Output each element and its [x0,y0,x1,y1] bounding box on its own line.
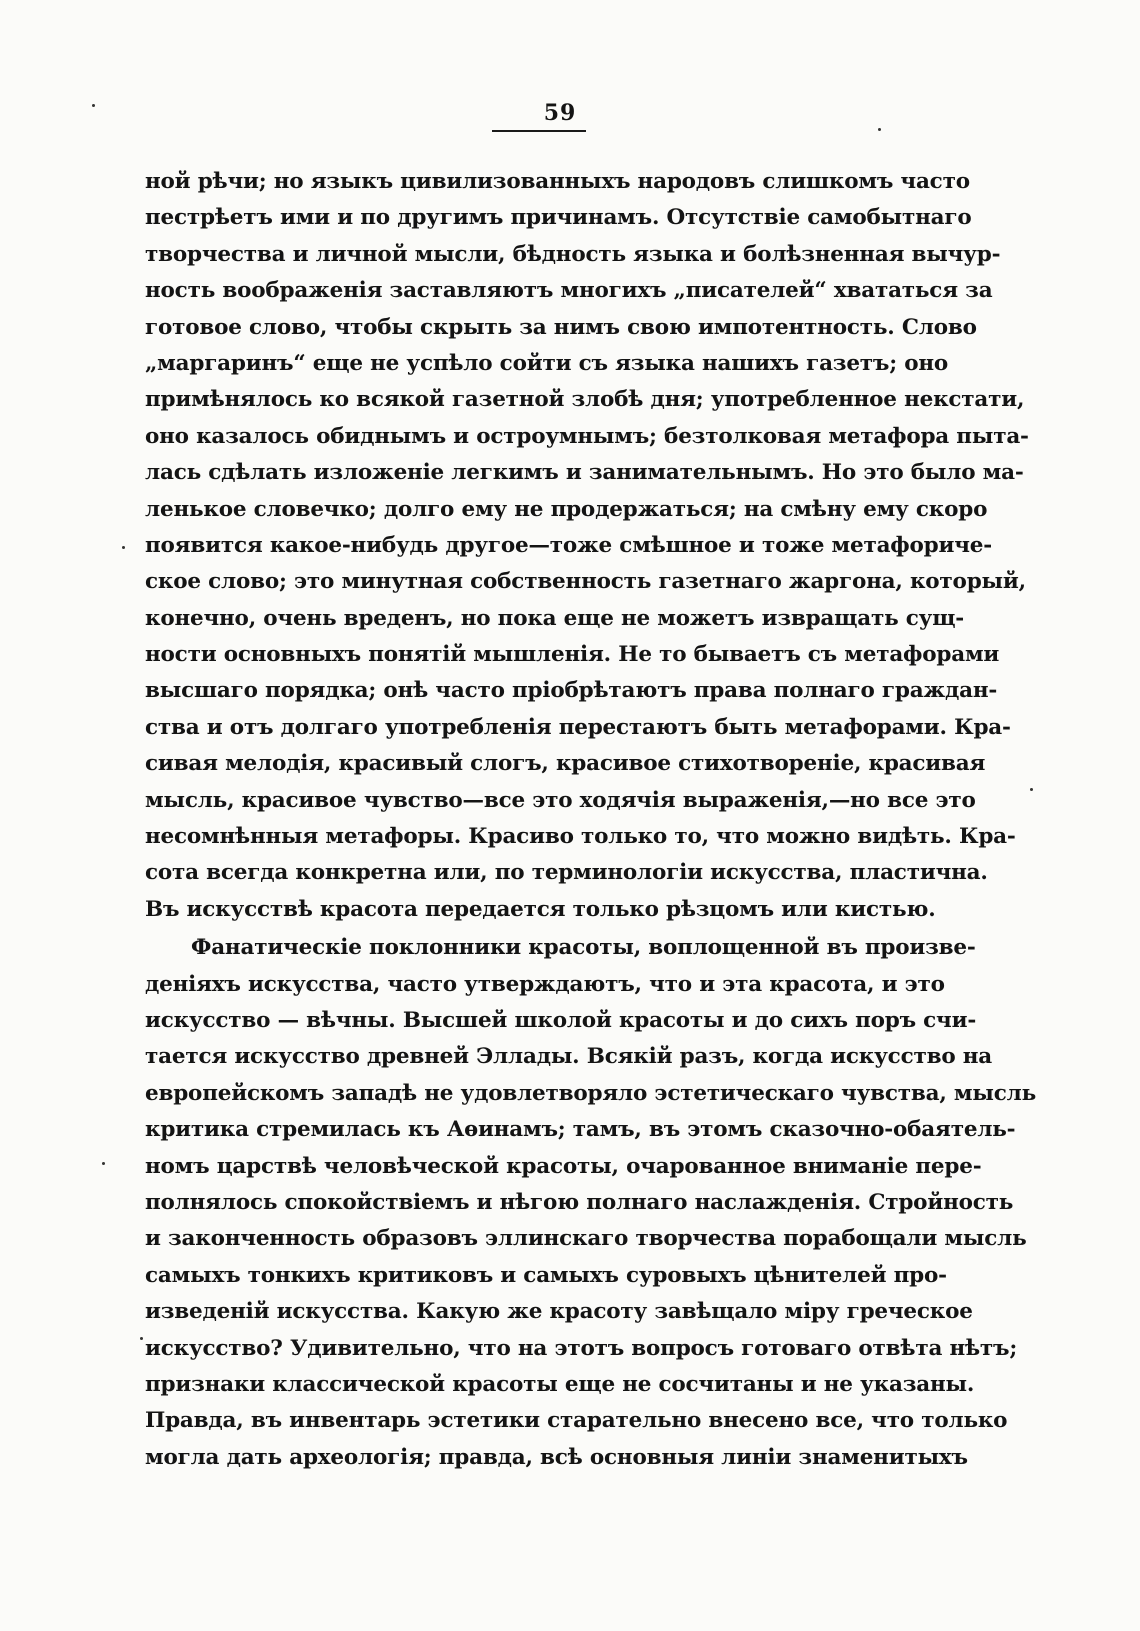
text-line: ства и отъ долгаго употребленія перестаютъ быть метафорами. Кра- [145,714,1011,740]
scan-speck [140,1337,143,1340]
text-line: несомнѣнныя метафоры. Красиво только то, что можно видѣть. Кра- [145,824,1016,850]
text-line: ной рѣчи; но языкъ цивилизованныхъ народовъ слишкомъ часто [145,169,970,194]
text-line: Въ искусствѣ красота передается только рѣзцомъ или кистью. [145,896,936,922]
text-line: европейскомъ западѣ не удовлетворяло эстетическаго чувства, мысль [145,1080,1037,1106]
text-line: Фанатическіе поклонники красоты, воплощенной въ произве- [191,935,976,961]
text-line: сивая мелодія, красивый слогъ, красивое стихотвореніе, красивая [145,751,986,777]
text-line: признаки классической красоты еще не сосчитаны и не указаны. [145,1371,975,1397]
text-line: лась сдѣлать изложеніе легкимъ и занимательнымъ. Но это было ма- [145,460,1024,486]
text-line: ское слово; это минутная собственность газетнаго жаргона, который, [145,569,1026,595]
text-line: пестрѣетъ ими и по другимъ причинамъ. Отсутствіе самобытнаго [145,205,972,231]
text-line: и законченность образовъ эллинскаго творчества порабощали мысль [145,1226,1027,1252]
text-line: готовое слово, чтобы скрыть за нимъ свою импотентность. Слово [145,314,977,340]
text-line: конечно, очень вреденъ, но пока еще не можетъ извращать сущ- [145,605,964,631]
scan-speck [92,104,95,107]
text-line: мысль, красивое чувство—все это ходячія выраженія,—но все это [145,787,976,813]
paragraph [145,164,1029,928]
page-number: 59 [543,100,577,126]
text-line: творчества и личной мысли, бѣдность языка и болѣзненная вычур- [145,241,1001,267]
text-line: критика стремилась къ Аѳинамъ; тамъ, въ этомъ сказочно-обаятель- [145,1117,1016,1143]
text-line: ность воображенія заставляютъ многихъ „писателей“ хвататься за [145,278,993,304]
scan-speck [102,1162,105,1165]
paragraph [145,930,1037,1476]
text-line: тается искусство древней Эллады. Всякій разъ, когда искусство на [145,1044,993,1070]
text-line: самыхъ тонкихъ критиковъ и самыхъ суровыхъ цѣнителей про- [145,1262,947,1288]
text-line: искусство? Удивительно, что на этотъ вопросъ готоваго отвѣта нѣтъ; [145,1335,1018,1361]
text-line: ности основныхъ понятій мышленія. Не то бываетъ съ метафорами [145,642,1000,668]
scan-speck [878,128,881,131]
text-line: ленькое словечко; долго ему не продержаться; на смѣну ему скоро [145,496,988,522]
text-line: сота всегда конкретна или, по терминологіи искусства, пластична. [145,860,988,886]
text-line: искусство — вѣчны. Высшей школой красоты и до сихъ поръ счи- [145,1007,977,1033]
text-line: номъ царствѣ человѣческой красоты, очарованное вниманіе пере- [145,1153,982,1179]
page-number-rule [492,130,586,132]
text-line: Правда, въ инвентарь эстетики старательно внесено все, что только [145,1408,1008,1434]
body-text [145,164,1037,1476]
text-line: могла дать археологія; правда, всѣ основныя линіи знаменитыхъ [145,1444,968,1470]
text-line: появится какое-нибудь другое—тоже смѣшное и тоже метафориче- [145,532,992,558]
text-line: высшаго порядка; онѣ часто пріобрѣтаютъ права полнаго граждан- [145,678,998,704]
text-line: оно казалось обиднымъ и остроумнымъ; безтолковая метафора пыта- [145,423,1029,449]
text-line: изведеній искусства. Какую же красоту завѣщало міру греческое [145,1299,973,1325]
scan-speck [1030,788,1033,791]
text-line: „маргаринъ“ еще не успѣло сойти съ языка нашихъ газетъ; оно [145,350,949,376]
text-line: деніяхъ искусства, часто утверждаютъ, что и эта красота, и это [145,971,945,997]
scan-speck [122,546,125,549]
text-line: примѣнялось ко всякой газетной злобѣ дня; употребленное некстати, [145,387,1025,413]
text-line: полнялось спокойствіемъ и нѣгою полнаго наслажденія. Стройность [145,1189,1014,1215]
